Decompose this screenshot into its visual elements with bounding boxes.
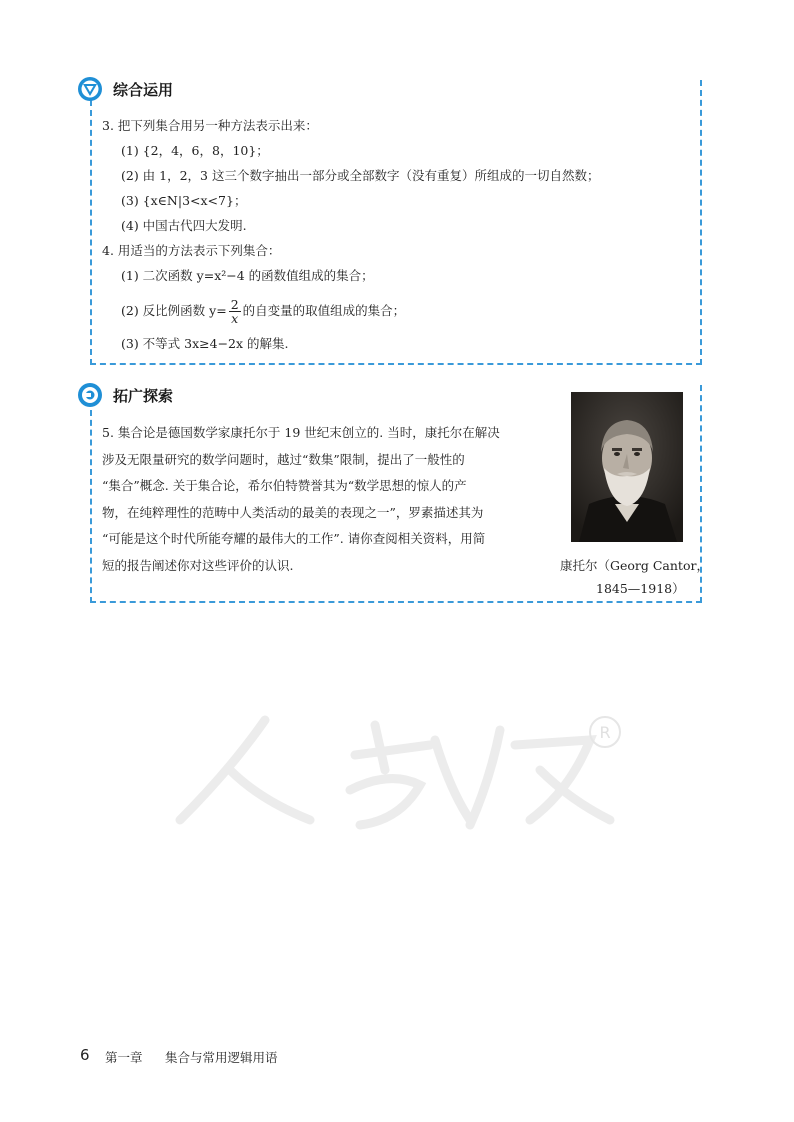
- section-frame-left-2: [90, 410, 92, 603]
- portrait-caption-name: 康托尔（Georg Cantor，: [560, 558, 709, 573]
- section-frame-left: [90, 100, 92, 365]
- section-title-comprehensive: 综合运用: [113, 80, 174, 99]
- fraction-denominator: x: [231, 311, 239, 326]
- publisher-watermark: [170, 700, 640, 840]
- chapter-title: 集合与常用逻辑用语: [165, 1050, 278, 1065]
- section-title-explore: 拓广探索: [113, 386, 174, 405]
- cantor-portrait: [571, 392, 683, 542]
- watermark-logo: [170, 700, 640, 840]
- compass-badge-icon: [77, 76, 103, 102]
- question-3-item-1: (1) {2，4，6，8，10}；: [121, 143, 269, 158]
- question-5-line-3: “集合”概念. 关于集合论，希尔伯特赞誉其为“数学思想的惊人的产: [102, 478, 467, 493]
- question-3-item-2: (2) 由 1，2，3 这三个数字抽出一部分或全部数字（没有重复）所组成的一切自然数；: [121, 168, 600, 183]
- explore-badge-icon: [77, 382, 103, 408]
- question-5-line-1: 5. 集合论是德国数学家康托尔于 19 世纪末创立的. 当时，康托尔在解决: [102, 425, 500, 440]
- question-4-item-2: [121, 296, 405, 326]
- question-5-line-6: 短的报告阐述你对这些评价的认识.: [102, 557, 294, 573]
- question-5-paragraph: [102, 420, 557, 579]
- question-4-item-1: (1) 二次函数 y=x²−4 的函数值组成的集合；: [121, 268, 374, 283]
- portrait-image: [571, 392, 683, 542]
- chapter-label: 第一章: [105, 1050, 143, 1065]
- question-4-item-2-suffix: 的自变量的取值组成的集合；: [242, 303, 406, 318]
- section-heading-comprehensive: [77, 76, 173, 102]
- question-5-line-2: 涉及无限量研究的数学问题时，越过“数集”限制，提出了一般性的: [102, 451, 465, 467]
- fraction: [229, 298, 241, 325]
- question-3-stem: 3. 把下列集合用另一种方法表示出来：: [102, 118, 318, 133]
- page-number: 6: [80, 1046, 90, 1064]
- section-heading-explore: [77, 382, 173, 408]
- question-4-item-3: (3) 不等式 3x≥4−2x 的解集.: [121, 336, 289, 351]
- svg-text:R: R: [599, 723, 611, 742]
- question-4-item-2-prefix: (2) 反比例函数 y=: [121, 303, 227, 318]
- question-4-stem: 4. 用适当的方法表示下列集合：: [102, 243, 281, 258]
- question-5-line-4: 物，在纯粹理性的范畴中人类活动的最美的表现之一”，罗素描述其为: [102, 504, 484, 520]
- fraction-numerator: 2: [230, 297, 239, 312]
- question-3-item-4: (4) 中国古代四大发明.: [121, 218, 247, 233]
- question-5-line-5: “可能是这个时代所能夸耀的最伟大的工作”. 请你查阅相关资料，用简: [102, 531, 486, 546]
- portrait-caption-years: 1845—1918）: [596, 581, 685, 596]
- question-3-item-3: (3) {x∈N|3<x<7}；: [121, 193, 247, 208]
